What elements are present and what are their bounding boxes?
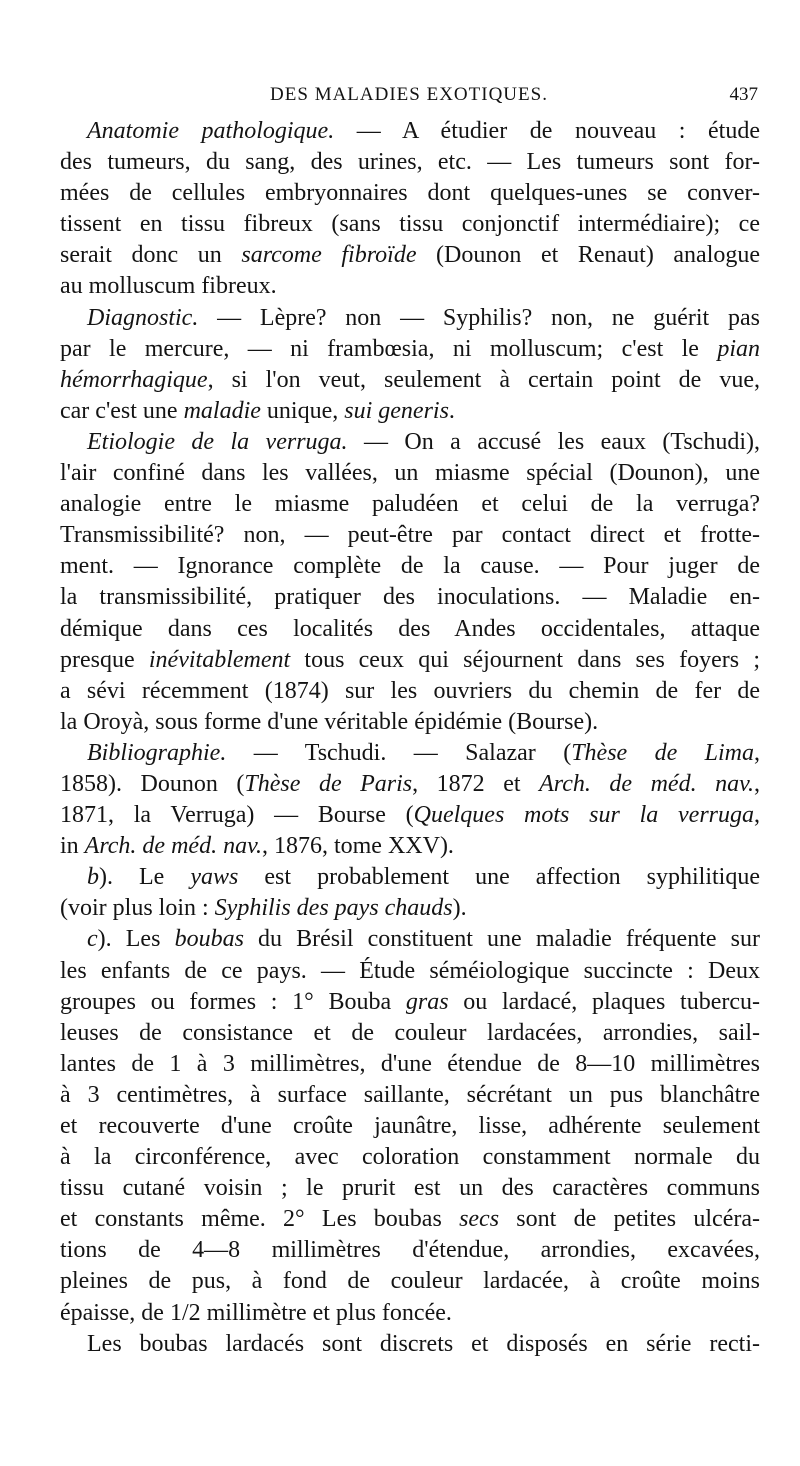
text-line (60, 1204, 760, 1235)
text-line (60, 458, 760, 489)
text-line (60, 1080, 760, 1111)
text-line (60, 1142, 760, 1173)
text-segment: sont de petites ulcéra- (499, 1206, 760, 1233)
text-line (60, 831, 760, 862)
italic-text-segment: hémorrhagique (60, 366, 208, 393)
text-line (60, 738, 760, 769)
text-line (60, 1235, 760, 1266)
text-segment: a sévi récemment (1874) sur les ouvriers du chemin de fer de (60, 677, 760, 704)
text-line (60, 240, 760, 271)
text-line (60, 551, 760, 582)
text-segment: au molluscum fibreux. (60, 273, 277, 300)
text-segment: la Oroyà, sous forme d'une véritable épidémie (Bourse). (60, 708, 599, 735)
italic-text-segment: boubas (174, 926, 244, 953)
text-segment: ). (452, 895, 467, 922)
text-line (60, 303, 760, 334)
text-segment: leuses de consistance et de couleur lardacées, arrondies, sail- (60, 1019, 760, 1046)
italic-text-segment: b (87, 864, 99, 891)
text-line (60, 987, 760, 1018)
text-segment: est probablement une affection syphilitique (238, 864, 760, 891)
text-segment: des tumeurs, du sang, des urines, etc. — Les tumeurs sont for- (60, 149, 760, 176)
text-segment: groupes ou formes : 1° Bouba (60, 988, 406, 1015)
text-line (60, 1173, 760, 1204)
text-line (60, 1049, 760, 1080)
italic-text-segment: Arch. de méd. nav. (539, 770, 754, 797)
italic-text-segment: Arch. de méd. nav. (84, 833, 262, 860)
text-line (60, 147, 760, 178)
text-line (60, 334, 760, 365)
text-line (60, 956, 760, 987)
text-line (60, 178, 760, 209)
text-segment: car c'est une (60, 397, 184, 424)
text-line (60, 707, 760, 738)
text-line (60, 862, 760, 893)
text-segment: 1871, la Verruga) — Bourse ( (60, 802, 414, 829)
text-segment: (Dounon et Renaut) analogue (416, 242, 761, 269)
text-line (60, 396, 760, 427)
text-segment: , 1872 et (412, 770, 540, 797)
italic-text-segment: secs (459, 1206, 500, 1233)
running-head: DES MALADIES EXOTIQUES. (270, 84, 548, 105)
text-segment: tissent en tissu fibreux (sans tissu conjonctif intermédiaire); ce (60, 211, 760, 238)
page-header (60, 80, 758, 110)
text-segment: du Brésil constituent une maladie fréquente sur (243, 926, 760, 953)
text-segment: Transmissibilité? non, — peut-être par contact direct et frotte- (60, 522, 760, 549)
text-line (60, 1298, 760, 1329)
italic-text-segment: c (87, 926, 98, 953)
text-segment: les enfants de ce pays. — Étude séméiologique succincte : Deux (60, 957, 760, 984)
text-segment: , (754, 770, 760, 797)
text-segment: ). Les (97, 926, 175, 953)
text-segment: serait donc un (60, 242, 242, 269)
italic-text-segment: Thèse de Paris (244, 770, 413, 797)
text-line (60, 924, 760, 955)
text-segment: 1858). Dounon ( (60, 770, 245, 797)
text-segment: presque (60, 646, 149, 673)
text-line (60, 800, 760, 831)
text-segment: ment. — Ignorance complète de la cause. — Pour juger de (60, 553, 760, 580)
text-segment: tions de 4—8 millimètres d'étendue, arrondies, excavées, (60, 1237, 760, 1264)
text-line (60, 582, 760, 613)
italic-text-segment: Etiologie de la verruga. (87, 428, 348, 455)
italic-text-segment: Thèse de Lima (571, 739, 754, 766)
text-segment: , (754, 739, 760, 766)
text-segment: — Tschudi. — Salazar ( (226, 739, 572, 766)
text-segment: (voir plus loin : (60, 895, 215, 922)
text-segment: . (448, 397, 455, 424)
text-line (60, 520, 760, 551)
text-segment: analogie entre le miasme paludéen et celui de la verruga? (60, 491, 760, 518)
text-line (60, 1111, 760, 1142)
text-segment: démique dans ces localités des Andes occidentales, attaque (60, 615, 760, 642)
text-segment: tous ceux qui séjournent dans ses foyers ; (290, 646, 761, 673)
italic-text-segment: pian (717, 335, 760, 362)
text-segment: , si l'on veut, seulement à certain point de vue, (207, 366, 760, 393)
text-segment: , 1876, tome XXV). (261, 833, 454, 860)
italic-text-segment: inévitablement (148, 646, 291, 673)
italic-text-segment: Syphilis des pays chauds (214, 895, 453, 922)
text-segment: mées de cellules embryonnaires dont quelques-unes se conver- (60, 180, 760, 207)
text-segment: — A étudier de nouveau : étude (334, 118, 760, 144)
text-segment: par le mercure, — ni frambœsia, ni molluscum; c'est le (60, 335, 718, 362)
text-segment: épaisse, de 1/2 millimètre et plus foncée. (60, 1299, 452, 1326)
text-line (60, 116, 760, 147)
text-line (60, 1266, 760, 1297)
text-segment: — Lèpre? non — Syphilis? non, ne guérit pas (198, 304, 760, 331)
italic-text-segment: gras (405, 988, 449, 1015)
text-segment: Les boubas lardacés sont discrets et disposés en série recti- (87, 1330, 760, 1357)
italic-text-segment: Diagnostic. (87, 304, 199, 331)
text-line (60, 676, 760, 707)
text-segment: lantes de 1 à 3 millimètres, d'une étendue de 8—10 millimètres (60, 1050, 760, 1077)
italic-text-segment: Quelques mots sur la verruga (413, 802, 754, 829)
text-line (60, 209, 760, 240)
text-segment: , (754, 802, 760, 829)
italic-text-segment: Anatomie pathologique. (87, 118, 335, 144)
text-line (60, 427, 760, 458)
page-number: 437 (729, 84, 758, 105)
text-line (60, 769, 760, 800)
text-segment: à la circonférence, avec coloration constamment normale du (60, 1144, 760, 1171)
text-segment: unique, (260, 397, 345, 424)
text-segment: tissu cutané voisin ; le prurit est un des caractères communs (60, 1175, 760, 1202)
text-segment: in (60, 833, 85, 860)
italic-text-segment: maladie (183, 397, 261, 424)
text-line (60, 614, 760, 645)
text-segment: et constants même. 2° Les boubas (60, 1206, 460, 1233)
text-segment: la transmissibilité, pratiquer des inoculations. — Maladie en- (60, 584, 760, 611)
text-line (60, 893, 760, 924)
text-line (60, 489, 760, 520)
text-segment: à 3 centimètres, à surface saillante, sécrétant un pus blanchâtre (60, 1081, 760, 1108)
text-segment: — On a accusé les eaux (Tschudi), (347, 428, 760, 455)
text-segment: ou lardacé, plaques tubercu- (448, 988, 760, 1015)
text-segment: ). Le (99, 864, 191, 891)
italic-text-segment: Bibliographie. (87, 739, 227, 766)
text-segment: et recouverte d'une croûte jaunâtre, lisse, adhérente seulement (60, 1113, 760, 1139)
text-line (60, 365, 760, 396)
italic-text-segment: sarcome fibroïde (241, 242, 417, 269)
italic-text-segment: sui generis (344, 397, 449, 424)
text-line (60, 645, 760, 676)
text-segment: pleines de pus, à fond de couleur lardacée, à croûte moins (60, 1268, 760, 1295)
text-line (60, 1018, 760, 1049)
text-line (60, 1329, 760, 1360)
body-text (60, 116, 760, 1360)
text-segment: l'air confiné dans les vallées, un miasme spécial (Dounon), une (60, 460, 760, 487)
italic-text-segment: yaws (190, 864, 239, 891)
text-line (60, 271, 760, 302)
